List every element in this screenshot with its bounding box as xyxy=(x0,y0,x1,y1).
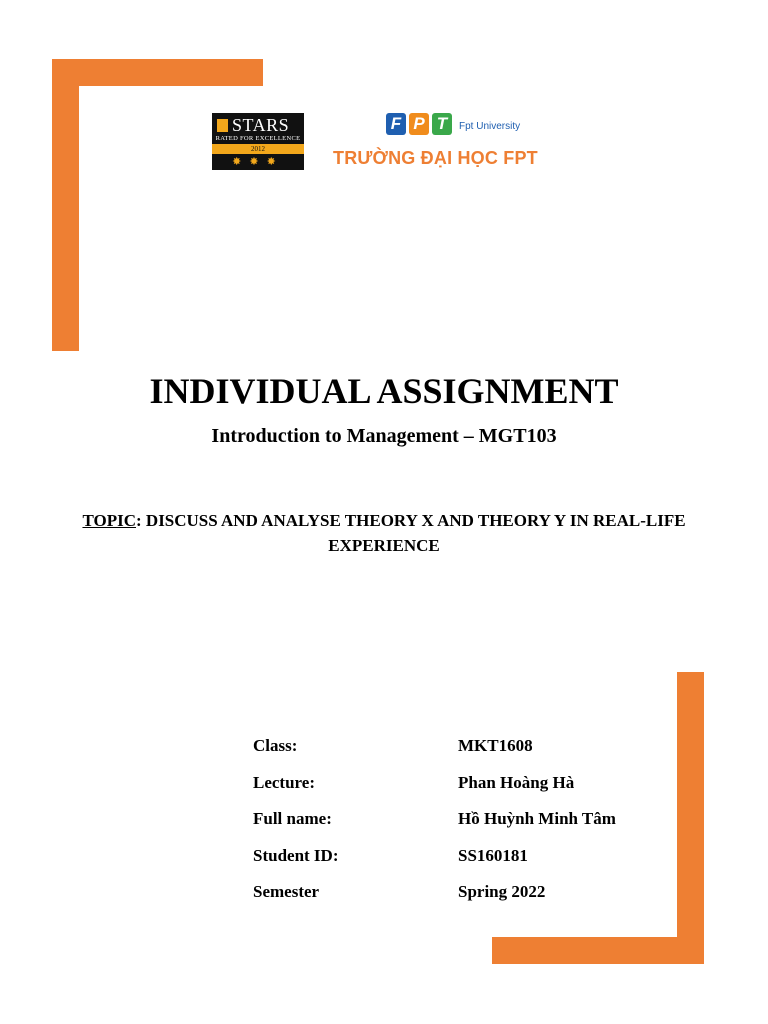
topic-label: TOPIC xyxy=(82,511,136,530)
info-value: Hồ Huỳnh Minh Tâm xyxy=(458,809,616,828)
info-label: Semester xyxy=(253,882,320,901)
info-label: Full name: xyxy=(253,809,332,828)
stars-crest-icon xyxy=(217,119,228,132)
stars-logo-year: 2012 xyxy=(212,144,304,154)
document-title: INDIVIDUAL ASSIGNMENT xyxy=(149,371,619,411)
qs-stars-logo xyxy=(212,113,304,170)
corner-bracket-bottom-horizontal xyxy=(492,937,704,964)
fpt-logo xyxy=(386,113,456,137)
fpt-university-label: Fpt University xyxy=(459,121,521,132)
stars-logo-word: STARS xyxy=(232,115,290,135)
info-label: Student ID: xyxy=(253,845,339,865)
info-value: Phan Hoàng Hà xyxy=(458,772,575,792)
fpt-logo-letter-p: P xyxy=(409,113,429,135)
course-subtitle: Introduction to Management – MGT103 xyxy=(211,425,557,447)
info-value: Spring 2022 xyxy=(458,882,546,901)
corner-bracket-top-horizontal xyxy=(52,59,263,86)
school-name: TRƯỜNG ĐẠI HỌC FPT xyxy=(333,148,538,168)
info-value: SS160181 xyxy=(458,845,528,865)
info-label: Lecture: xyxy=(253,772,315,792)
stars-logo-subtitle: RATED FOR EXCELLENCE xyxy=(215,135,301,142)
fpt-logo-letter-t: T xyxy=(432,113,452,135)
corner-bracket-top-vertical xyxy=(52,59,79,351)
corner-bracket-bottom-vertical xyxy=(677,672,704,964)
fpt-logo-letter-f: F xyxy=(386,113,406,135)
topic-text: : DISCUSS AND ANALYSE THEORY X AND THEORY Y IN REAL-LIFE EXPERIENCE xyxy=(136,511,686,555)
info-value: MKT1608 xyxy=(458,736,533,755)
info-label: Class: xyxy=(253,736,298,755)
stars-rating-icon: ✸✸✸ xyxy=(232,155,284,168)
topic-heading xyxy=(80,508,688,558)
